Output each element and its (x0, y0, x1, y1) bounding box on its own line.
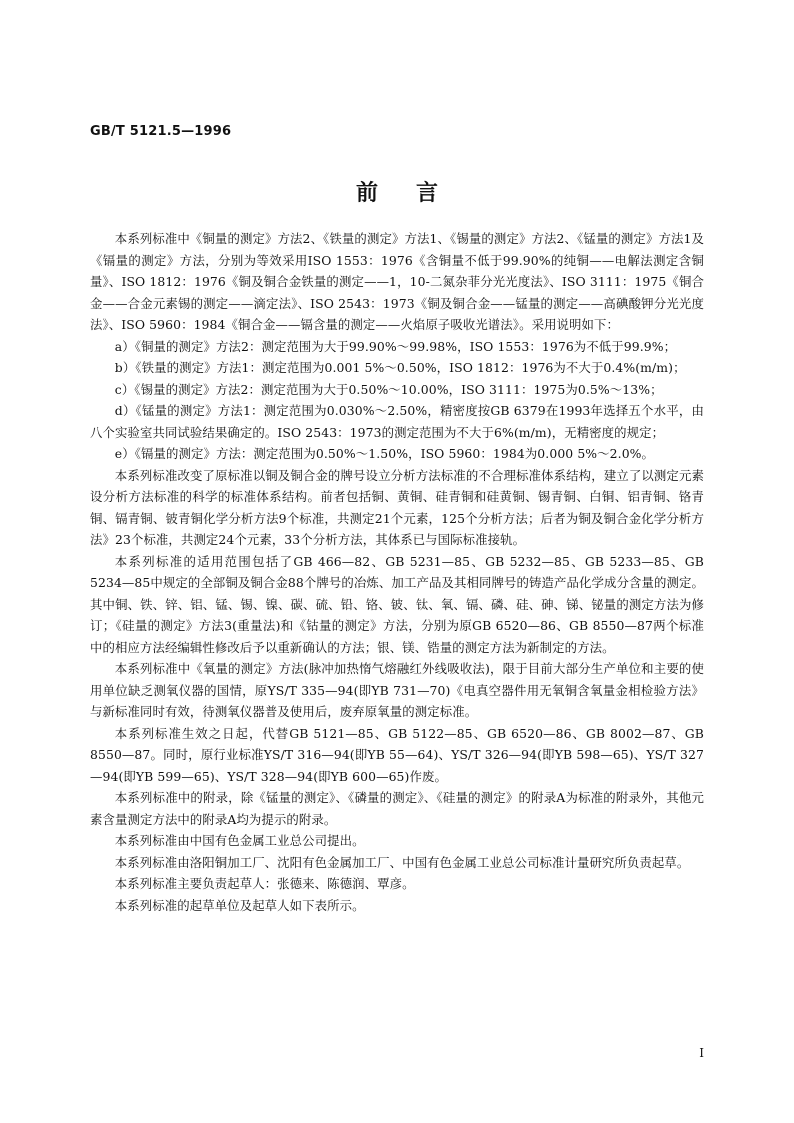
paragraph: 本系列标准生效之日起，代替GB 5121—85、GB 5122—85、GB 6520—86、GB 8002—87、GB 8550—87。同时，原行业标准YS/T 316—94(即YB 55—64)、YS/T 326—94(即YB 598—65)、YS/T 327—94(即YB 599—65)、YS/T 328—94(即YB 600—65)作废。 (90, 725, 704, 784)
list-item: e）《镉量的测定》方法：测定范围为0.50%～1.50%，ISO 5960：1984为0.000 5%～2.0%。 (114, 446, 655, 461)
preface-body (90, 228, 704, 916)
paragraph: 本系列标准中的附录，除《锰量的测定》、《磷量的测定》、《硅量的测定》的附录A为标准的附录外，其他元素含量测定方法中的附录A均为提示的附录。 (90, 790, 704, 827)
list-item: a）《铜量的测定》方法2：测定范围为大于99.90%～99.98%，ISO 1553：1976为不低于99.9%； (114, 338, 677, 354)
standard-code: GB/T 5121.5—1996 (90, 124, 232, 139)
paragraph: 本系列标准的适用范围包括了GB 466—82、GB 5231—85、GB 5232—85、GB 5233—85、GB 5234—85中规定的全部铜及铜合金88个牌号的冶炼、加工产品及其相同牌号的铸造产品化学成分含量的测定。其中铜、铁、锌、铝、锰、锡、镍、碳、硫、铅、铬、铍、钛、氧、镉、磷、硅、砷、锑、铋量的测定方法为修订；《硅量的测定》方法3(重量法)和《钴量的测定》方法，分别为原GB 6520—86、GB 8550—87两个标准中的相应方法经编辑性修改后予以重新确认的方法；银、镁、锆量的测定方法为新制定的方法。 (90, 553, 704, 655)
paragraph: 本系列标准的起草单位及起草人如下表所示。 (114, 897, 365, 913)
paragraph: 本系列标准由中国有色金属工业总公司提出。 (114, 833, 365, 848)
paragraph: 本系列标准由洛阳铜加工厂、沈阳有色金属加工厂、中国有色金属工业总公司标准计量研究所负责起草。 (114, 854, 690, 870)
paragraph: 本系列标准主要负责起草人：张德来、陈德润、覃彦。 (114, 876, 415, 891)
list-item: c）《锡量的测定》方法2：测定范围为大于0.50%～10.00%，ISO 3111：1975为0.5%～13%； (114, 381, 663, 397)
paragraph: 本系列标准中《铜量的测定》方法2、《铁量的测定》方法1、《锡量的测定》方法2、《锰量的测定》方法1及《镉量的测定》方法，分别为等效采用ISO 1553：1976《含铜量不低于99.90%的纯铜——电解法测定含铜量》、ISO 1812：1976《铜及铜合金铁量的测定——1，10-二氮杂菲分光光度法》、ISO 3111：1975《铜合金——合金元素锡的测定——滴定法》、ISO 2543：1973《铜及铜合金——锰量的测定——高碘酸钾分光光度法》、ISO 5960：1984《铜合金——镉含量的测定——火焰原子吸收光谱法》。采用说明如下： (90, 231, 704, 332)
paragraph: 本系列标准中《氧量的测定》方法(脉冲加热惰气熔融红外线吸收法)，限于目前大部分生产单位和主要的使用单位缺乏测氧仪器的国情，原YS/T 335—94(即YB 731—70)《电真空器件用无氧铜含氧量金相检验方法》与新标准同时有效，待测氧仪器普及使用后，废弃原氧量的测定标准。 (90, 661, 704, 719)
page-title: 前言 (355, 180, 476, 206)
page-number: I (699, 1046, 704, 1060)
list-item: b）《铁量的测定》方法1：测定范围为0.001 5%～0.50%，ISO 1812：1976为不大于0.4%(m/m)； (114, 360, 686, 375)
paragraph: 本系列标准改变了原标准以铜及铜合金的牌号设立分析方法标准的不合理标准体系结构，建立了以测定元素设分析方法标准的科学的标准体系结构。前者包括铜、黄铜、硅青铜和硅黄铜、锡青铜、白铜、铝青铜、铬青铜、镉青铜、铍青铜化学分析方法9个标准，共测定21个元素，125个分析方法；后者为铜及铜合金化学分析方法》23个标准，共测定24个元素，33个分析方法，其体系已与国际标准接轨。 (90, 467, 704, 547)
list-item: d）《锰量的测定》方法1：测定范围为0.030%～2.50%，精密度按GB 6379在1993年选择五个水平，由八个实验室共同试验结果确定的。ISO 2543：1973的测定范围为不大于6%(m/m)，无精密度的规定； (90, 403, 704, 440)
